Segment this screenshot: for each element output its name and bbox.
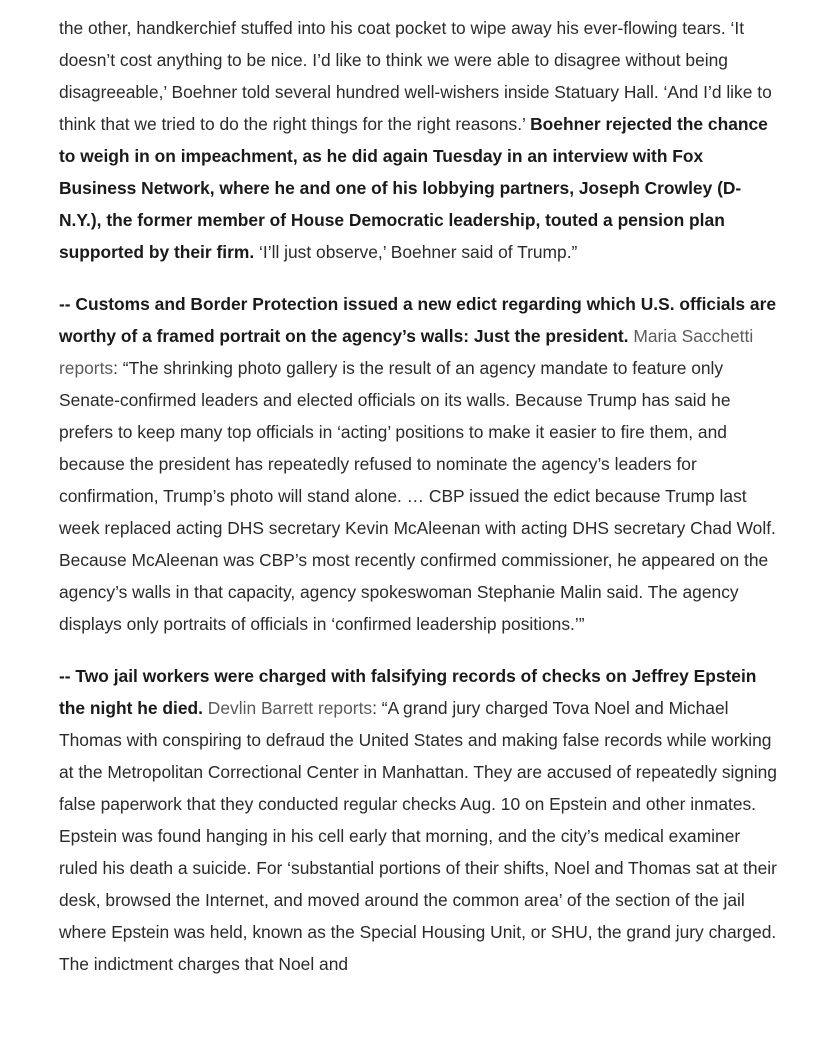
- paragraph-cbp-headline: -- Customs and Border Protection issued a new edict regarding which U.S. officials are worthy of a framed portrait on the agency’s walls: Just the president.: [59, 294, 777, 346]
- paragraph-cbp-text: : “The shrinking photo gallery is the result of an agency mandate to feature only Senate-confirmed leaders and elected officials on its walls. Because Trump has said he prefers to keep many top officials in ‘acting’ positions to make it easier to fire them, and because the president has repeatedly refused to nominate the agency’s leaders for confirmation, Trump’s photo will stand alone. … CBP issued the edict because Trump last week replaced acting DHS secretary Kevin McAleenan with acting DHS secretary Chad Wolf. Because McAleenan was CBP’s most recently confirmed commissioner, he appeared on the agency’s walls in that capacity, agency spokeswoman Stephanie Malin said. The agency displays only portraits of officials in ‘confirmed leadership positions.’”: [59, 358, 776, 634]
- paragraph-boehner-bold: Boehner rejected the chance to weigh in on impeachment, as he did again Tuesday in an interview with Fox Business Network, where he and one of his lobbying partners, Joseph Crowley (D-N.Y.), the former member of House Democratic leadership, touted a pension plan supported by their firm.: [59, 114, 768, 262]
- paragraph-boehner-text-a: the other, handkerchief stuffed into his coat pocket to wipe away his ever-flowing tears. ‘It doesn’t cost anything to be nice. I’d like to think we were able to disagree without being disagreeable,’ Boehner told several hundred well-wishers inside Statuary Hall. ‘And I’d like to think that we tried to do the right things for the right reasons.’: [59, 18, 772, 134]
- paragraph-epstein: [59, 660, 779, 980]
- article-body: [59, 12, 779, 1000]
- paragraph-boehner-text-b: ‘I’ll just observe,’ Boehner said of Trump.”: [254, 242, 578, 262]
- paragraph-cbp: [59, 288, 779, 640]
- devlin-barrett-link[interactable]: Devlin Barrett reports: [207, 698, 373, 718]
- paragraph-epstein-text: : “A grand jury charged Tova Noel and Michael Thomas with conspiring to defraud the United States and making false records while working at the Metropolitan Correctional Center in Manhattan. They are accused of repeatedly signing false paperwork that they conducted regular checks Aug. 10 on Epstein and other inmates. Epstein was found hanging in his cell early that morning, and the city’s medical examiner ruled his death a suicide. For ‘substantial portions of their shifts, Noel and Thomas sat at their desk, browsed the Internet, and moved around the common area’ of the section of the jail where Epstein was held, known as the Special Housing Unit, or SHU, the grand jury charged. The indictment charges that Noel and: [59, 698, 777, 974]
- paragraph-boehner: [59, 12, 779, 268]
- paragraph-epstein-headline: -- Two jail workers were charged with falsifying records of checks on Jeffrey Epstein the night he died.: [59, 666, 757, 718]
- maria-sacchetti-link[interactable]: Maria Sacchetti reports: [59, 326, 754, 378]
